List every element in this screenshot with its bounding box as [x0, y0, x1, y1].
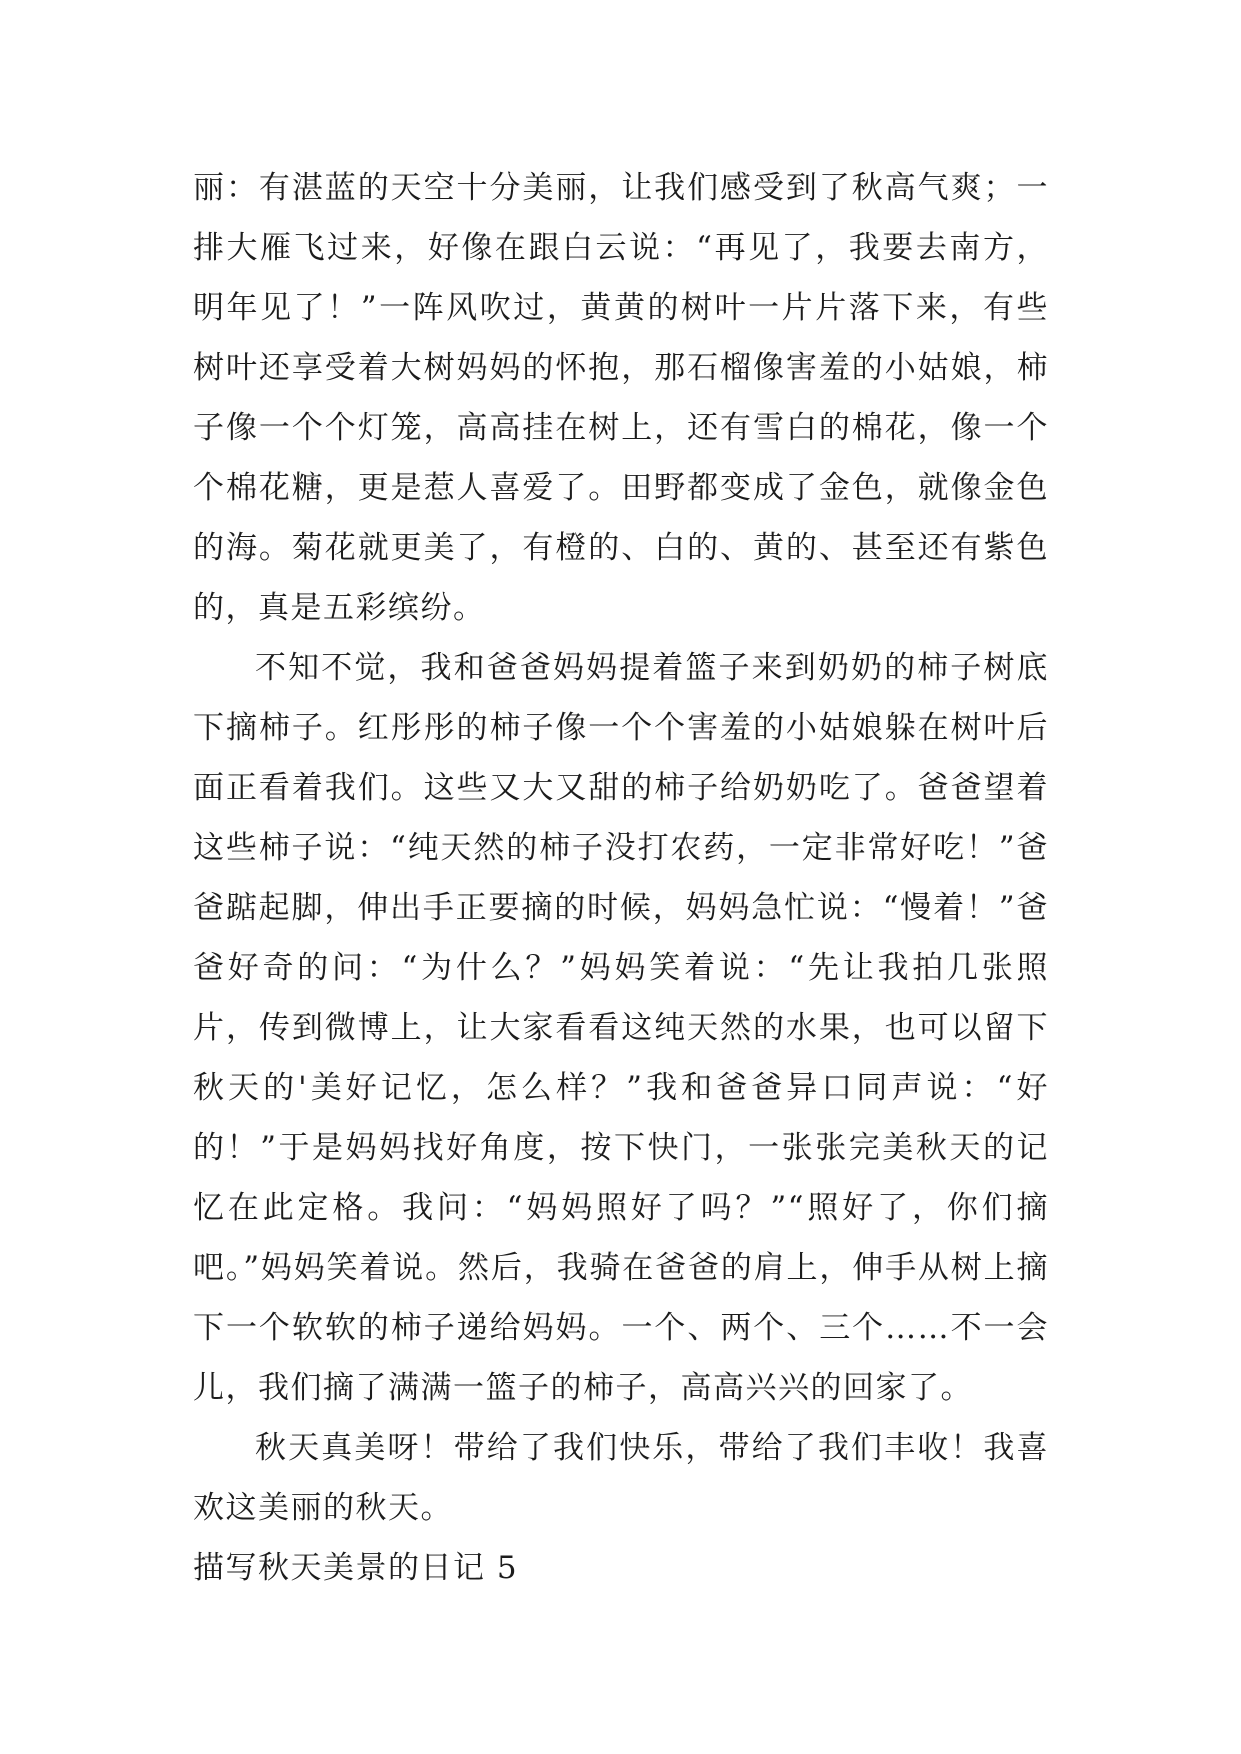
diary-title-5: 描写秋天美景的日记 5 — [193, 1550, 519, 1586]
paragraph-autumn-scenery: 丽：有湛蓝的天空十分美丽，让我们感受到了秋高气爽；一排大雁飞过来，好像在跟白云说：“再见了，我要去南方，明年见了！”一阵风吹过，黄黄的树叶一片片落下来，有些树叶还享受着大树妈妈的怀抱，那石榴像害羞的小姑娘，柿子像一个个灯笼，高高挂在树上，还有雪白的棉花，像一个个棉花糖，更是惹人喜爱了。田野都变成了金色，就像金色的海。菊花就更美了，有橙的、白的、黄的、甚至还有紫色的，真是五彩缤纷。 — [193, 170, 1049, 626]
paragraph-persimmon-picking: 不知不觉，我和爸爸妈妈提着篮子来到奶奶的柿子树底下摘柿子。红彤彤的柿子像一个个害羞的小姑娘躲在树叶后面正看着我们。这些又大又甜的柿子给奶奶吃了。爸爸望着这些柿子说：“纯天然的柿子没打农药，一定非常好吃！”爸爸踮起脚，伸出手正要摘的时候，妈妈急忙说：“慢着！”爸爸好奇的问：“为什么？”妈妈笑着说：“先让我拍几张照片，传到微博上，让大家看看这纯天然的水果，也可以留下秋天的'美好记忆，怎么样？”我和爸爸异口同声说：“好的！”于是妈妈找好角度，按下快门，一张张完美秋天的记忆在此定格。我问：“妈妈照好了吗？”“照好了，你们摘吧。”妈妈笑着说。然后，我骑在爸爸的肩上，伸手从树上摘下一个软软的柿子递给妈妈。一个、两个、三个……不一会儿，我们摘了满满一篮子的柿子，高高兴兴的回家了。 — [193, 650, 1049, 1406]
paragraph-conclusion: 秋天真美呀！带给了我们快乐，带给了我们丰收！我喜欢这美丽的秋天。 — [193, 1430, 1049, 1526]
document-body — [193, 158, 1049, 1598]
